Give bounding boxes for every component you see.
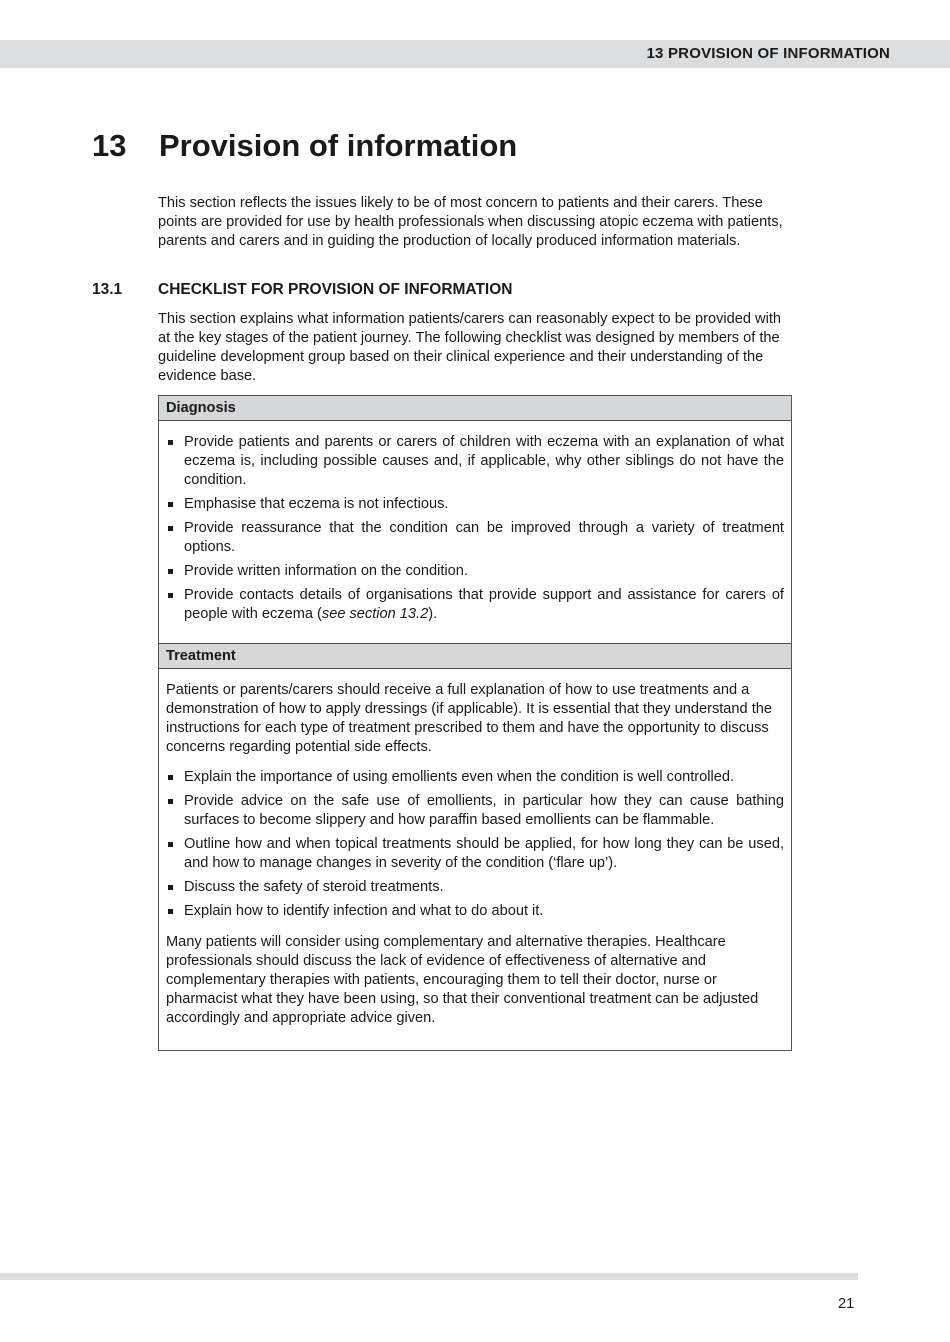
diagnosis-body — [159, 421, 791, 643]
section-intro: This section explains what information patients/carers can reasonably expect to be provided with at the key stages of the patient journey. The following checklist was designed by members of the guideline development group based on their clinical experience and their understanding of the evidence base. — [158, 311, 781, 384]
list-item: Provide reassurance that the condition can be improved through a variety of treatment options. — [166, 519, 784, 557]
treatment-intro: Patients or parents/carers should receive a full explanation of how to use treatments and a demonstration of how to apply dressings (if applicable). It is essential that they understand the instructions for each type of treatment prescribed to them and have the opportunity to discuss concerns regarding potential side effects. — [166, 682, 772, 755]
treatment-outro: Many patients will consider using complementary and alternative therapies. Healthcare professionals should discuss the lack of evidence of effectiveness of alternative and complementary therapies with patients, encouraging them to tell their doctor, nurse or pharmacist what they have been using, so that their conventional treatment can be adjusted accordingly and appropriate advice given. — [166, 934, 759, 1026]
list-item: Provide advice on the safe use of emollients, in particular how they can cause bathing surfaces to become slippery and how paraffin based emollients can be flammable. — [166, 792, 784, 830]
bullet-icon — [168, 799, 173, 804]
section-title: CHECKLIST FOR PROVISION OF INFORMATION — [158, 281, 513, 298]
list-item: Discuss the safety of steroid treatments. — [166, 878, 784, 897]
bullet-icon — [168, 909, 173, 914]
list-item: Provide contacts details of organisations that provide support and assistance for carers of people with eczema (see section 13.2). — [166, 586, 784, 624]
treatment-heading: Treatment — [159, 643, 791, 669]
list-item: Emphasise that eczema is not infectious. — [166, 495, 784, 514]
list-item: Provide written information on the condition. — [166, 562, 784, 581]
chapter-title — [92, 128, 517, 164]
list-item: Provide patients and parents or carers of children with eczema with an explanation of what eczema is, including possible causes and, if applicable, why other siblings do not have the condition. — [166, 433, 784, 490]
list-item: Outline how and when topical treatments should be applied, for how long they can be used, and how to manage changes in severity of the condition (‘flare up’). — [166, 835, 784, 873]
section-cross-reference: see section 13.2 — [321, 606, 429, 622]
list-item: Explain how to identify infection and what to do about it. — [166, 902, 784, 921]
footer-rule — [0, 1273, 858, 1280]
list-item: Explain the importance of using emollients even when the condition is well controlled. — [166, 768, 784, 787]
chapter-intro: This section reflects the issues likely to be of most concern to patients and their carers. These points are provided for use by health professionals when discussing atopic eczema with patients, parents and carers and in guiding the production of locally produced information materials. — [158, 195, 783, 249]
bullet-icon — [168, 526, 173, 531]
running-header-title: 13 PROVISION OF INFORMATION — [646, 45, 890, 62]
bullet-icon — [168, 885, 173, 890]
bullet-icon — [168, 593, 173, 598]
treatment-body — [159, 669, 791, 1050]
running-header — [0, 40, 950, 68]
diagnosis-heading: Diagnosis — [159, 395, 791, 421]
treatment-list — [166, 768, 784, 921]
bullet-icon — [168, 502, 173, 507]
section-heading — [92, 281, 513, 299]
section-number: 13.1 — [92, 281, 123, 298]
chapter-title-text: Provision of information — [159, 128, 518, 163]
checklist-box — [158, 395, 792, 1051]
bullet-icon — [168, 440, 173, 445]
chapter-number: 13 — [92, 128, 127, 163]
diagnosis-list — [166, 433, 784, 624]
bullet-icon — [168, 842, 173, 847]
page-number: 21 — [838, 1296, 855, 1312]
bullet-icon — [168, 775, 173, 780]
bullet-icon — [168, 569, 173, 574]
